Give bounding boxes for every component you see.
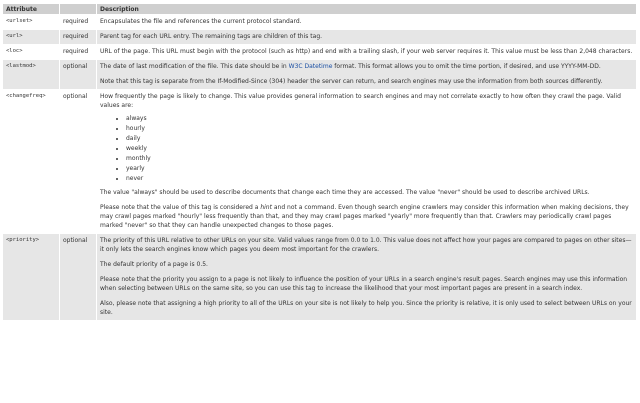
header-description: Description: [97, 4, 637, 15]
required-cell: optional: [60, 90, 97, 234]
text-span: Please note that the value of this tag is considered a: [100, 204, 261, 211]
list-item: • always: [126, 116, 633, 122]
description-text: The priority of this URL relative to other URLs on your site. Valid values range from 0.0 to 1.0. This value does not affect how your pages are compared to pages on other sites—it only lets the search engines know which pages you deem most important for the crawlers.: [100, 237, 632, 253]
required-cell: required: [60, 30, 97, 45]
description-text: How frequently the page is likely to change. This value provides general information to search engines and may not correlate exactly to how often they crawl the page. Valid values are:: [100, 93, 621, 109]
required-cell: required: [60, 45, 97, 60]
list-item: • hourly: [126, 126, 633, 132]
description-cell: [97, 90, 637, 234]
table-row: [3, 90, 637, 234]
list-item: • never: [126, 176, 633, 182]
description-text: URL of the page. This URL must begin with the protocol (such as http) and end with a trailing slash, if your web server requires it. This value must be less than 2,048 characters.: [100, 48, 633, 55]
table-row: [3, 15, 637, 30]
description-note: Note that this tag is separate from the If-Modified-Since (304) header the server can return, and search engines may use the information from both sources differently.: [100, 78, 603, 85]
description-text: Encapsulates the file and references the current protocol standard.: [100, 18, 302, 25]
header-required: [60, 4, 97, 15]
attribute-cell: <loc>: [3, 45, 60, 60]
description-cell: [97, 60, 637, 90]
description-text: Parent tag for each URL entry. The remaining tags are children of this tag.: [100, 33, 323, 40]
description-text: Please note that the priority you assign to a page is not likely to influence the position of your URLs in a search engine's result pages. Search engines may use this information when selecting between URLs on the same site, so you can use this tag to increase the likelihood that your most important pages are present in a search index.: [100, 276, 628, 292]
description-text: [100, 62, 633, 71]
required-cell: optional: [60, 60, 97, 90]
description-text: The default priority of a page is 0.5.: [100, 261, 208, 268]
attribute-cell: <lastmod>: [3, 60, 60, 90]
sitemap-tags-table: [3, 4, 637, 320]
list-item: • daily: [126, 136, 633, 142]
table-row: [3, 60, 637, 90]
header-attribute: Attribute: [3, 4, 60, 15]
text-span: format. This format allows you to omit the time portion, if desired, and use YYYY-MM-DD.: [332, 63, 601, 70]
table-header-row: [3, 4, 637, 15]
description-cell: [97, 234, 637, 321]
list-item: • monthly: [126, 156, 633, 162]
table-row: [3, 45, 637, 60]
text-span: and not a command. Even though search engine crawlers may consider this information when making decisions, they may crawl pages marked "hourly" less frequently than that, and they may crawl pages marked "yearly" more frequently than that. Crawlers may periodically crawl pages marked "never" so that they can handle unexpected changes to those pages.: [100, 204, 629, 229]
description-text: Also, please note that assigning a high priority to all of the URLs on your site is not likely to help you. Since the priority is relative, it is only used to select between URLs on your site.: [100, 300, 632, 316]
description-text: The value "always" should be used to describe documents that change each time they are accessed. The value "never" should be used to describe archived URLs.: [100, 189, 590, 196]
table-row: [3, 234, 637, 321]
required-cell: optional: [60, 234, 97, 321]
attribute-cell: <url>: [3, 30, 60, 45]
attribute-cell: <urlset>: [3, 15, 60, 30]
emphasis: hint: [260, 204, 272, 211]
attribute-cell: <changefreq>: [3, 90, 60, 234]
description-cell: [97, 30, 637, 45]
list-item: • weekly: [126, 146, 633, 152]
description-cell: [97, 45, 637, 60]
description-cell: [97, 15, 637, 30]
valid-values-list: [100, 116, 633, 182]
list-item: • yearly: [126, 166, 633, 172]
attribute-cell: <priority>: [3, 234, 60, 321]
description-note: [100, 203, 633, 230]
required-cell: required: [60, 15, 97, 30]
w3c-datetime-link[interactable]: W3C Datetime: [288, 63, 333, 70]
table-row: [3, 30, 637, 45]
text-span: The date of last modification of the file. This date should be in: [100, 63, 289, 70]
